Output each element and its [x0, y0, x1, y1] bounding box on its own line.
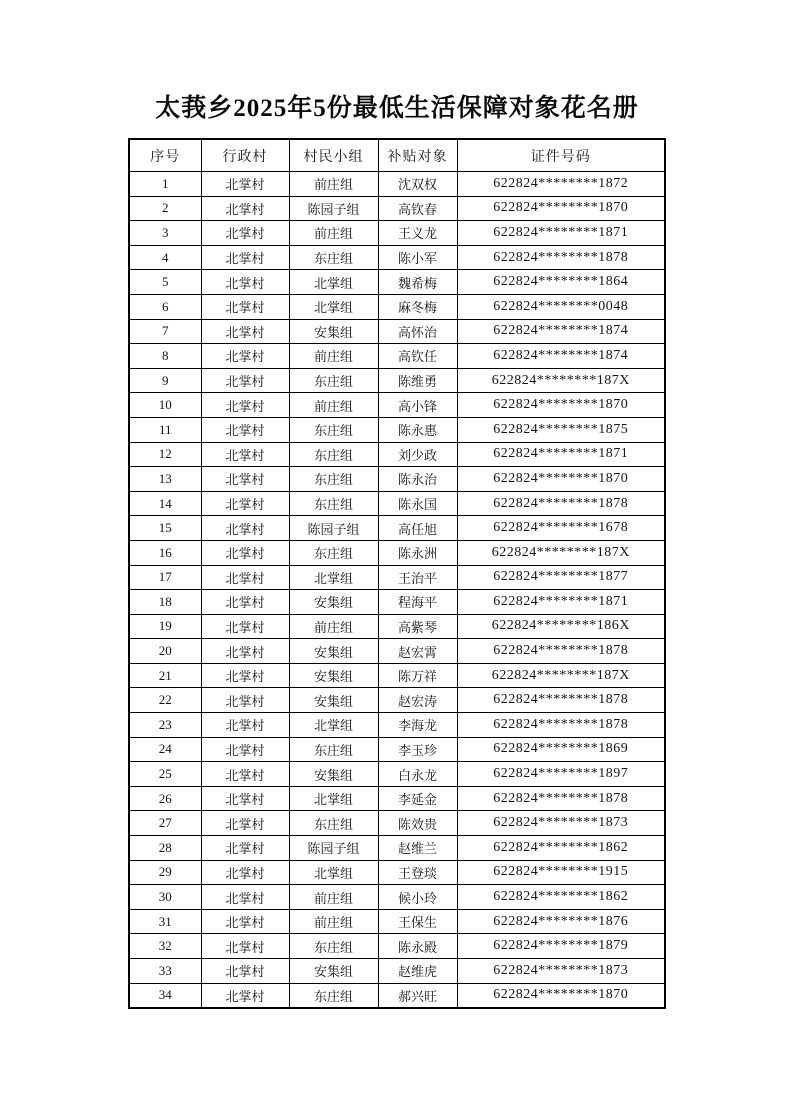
cell-id-number: 622824********187X [457, 540, 665, 565]
cell-name: 高小锋 [378, 393, 457, 418]
table-row [129, 934, 665, 959]
cell-name: 李玉珍 [378, 737, 457, 762]
cell-id-number: 622824********1873 [457, 959, 665, 984]
cell-seq: 2 [129, 196, 201, 221]
cell-id-number: 622824********1870 [457, 196, 665, 221]
cell-name: 高紫琴 [378, 614, 457, 639]
cell-group: 前庄组 [289, 885, 378, 910]
cell-seq: 31 [129, 909, 201, 934]
cell-name: 麻冬梅 [378, 294, 457, 319]
cell-id-number: 622824********1873 [457, 811, 665, 836]
cell-village: 北掌村 [201, 909, 289, 934]
cell-village: 北掌村 [201, 614, 289, 639]
cell-name: 王保生 [378, 909, 457, 934]
cell-village: 北掌村 [201, 368, 289, 393]
cell-village: 北掌村 [201, 590, 289, 615]
cell-id-number: 622824********1862 [457, 885, 665, 910]
cell-seq: 30 [129, 885, 201, 910]
cell-id-number: 622824********1872 [457, 172, 665, 197]
cell-group: 前庄组 [289, 221, 378, 246]
table-row [129, 344, 665, 369]
cell-group: 北掌组 [289, 565, 378, 590]
table-row [129, 319, 665, 344]
cell-seq: 1 [129, 172, 201, 197]
cell-name: 陈永洲 [378, 540, 457, 565]
cell-name: 程海平 [378, 590, 457, 615]
cell-village: 北掌村 [201, 959, 289, 984]
cell-seq: 4 [129, 245, 201, 270]
table-row [129, 959, 665, 984]
cell-group: 前庄组 [289, 393, 378, 418]
cell-id-number: 622824********187X [457, 368, 665, 393]
cell-seq: 13 [129, 467, 201, 492]
cell-name: 高怀治 [378, 319, 457, 344]
cell-id-number: 622824********1897 [457, 762, 665, 787]
cell-seq: 23 [129, 713, 201, 738]
cell-seq: 27 [129, 811, 201, 836]
table-row [129, 762, 665, 787]
cell-id-number: 622824********186X [457, 614, 665, 639]
cell-village: 北掌村 [201, 565, 289, 590]
cell-group: 东庄组 [289, 467, 378, 492]
cell-group: 北掌组 [289, 860, 378, 885]
cell-village: 北掌村 [201, 172, 289, 197]
cell-group: 前庄组 [289, 172, 378, 197]
cell-id-number: 622824********1862 [457, 836, 665, 861]
cell-village: 北掌村 [201, 639, 289, 664]
cell-seq: 3 [129, 221, 201, 246]
cell-name: 刘少政 [378, 442, 457, 467]
table-row [129, 491, 665, 516]
cell-id-number: 622824********1878 [457, 786, 665, 811]
table-row [129, 442, 665, 467]
cell-id-number: 622824********0048 [457, 294, 665, 319]
column-header-village: 行政村 [201, 139, 289, 172]
cell-id-number: 622824********1869 [457, 737, 665, 762]
table-row [129, 909, 665, 934]
cell-village: 北掌村 [201, 836, 289, 861]
cell-village: 北掌村 [201, 344, 289, 369]
table-row [129, 663, 665, 688]
cell-name: 陈永治 [378, 467, 457, 492]
table-row [129, 860, 665, 885]
cell-seq: 26 [129, 786, 201, 811]
cell-group: 前庄组 [289, 614, 378, 639]
table-row [129, 417, 665, 442]
cell-id-number: 622824********1870 [457, 393, 665, 418]
cell-id-number: 622824********1878 [457, 639, 665, 664]
cell-name: 白永龙 [378, 762, 457, 787]
cell-group: 东庄组 [289, 983, 378, 1008]
cell-id-number: 622824********1878 [457, 713, 665, 738]
table-row [129, 639, 665, 664]
cell-id-number: 622824********1874 [457, 344, 665, 369]
cell-group: 安集组 [289, 319, 378, 344]
cell-id-number: 622824********1875 [457, 417, 665, 442]
cell-seq: 25 [129, 762, 201, 787]
cell-seq: 14 [129, 491, 201, 516]
cell-village: 北掌村 [201, 688, 289, 713]
cell-group: 陈园子组 [289, 836, 378, 861]
cell-name: 赵维兰 [378, 836, 457, 861]
cell-village: 北掌村 [201, 516, 289, 541]
cell-group: 东庄组 [289, 811, 378, 836]
cell-group: 东庄组 [289, 417, 378, 442]
cell-seq: 18 [129, 590, 201, 615]
cell-seq: 15 [129, 516, 201, 541]
cell-name: 赵宏涛 [378, 688, 457, 713]
cell-village: 北掌村 [201, 713, 289, 738]
column-header-group: 村民小组 [289, 139, 378, 172]
cell-name: 王义龙 [378, 221, 457, 246]
cell-name: 李延金 [378, 786, 457, 811]
cell-name: 高钦任 [378, 344, 457, 369]
cell-name: 高钦春 [378, 196, 457, 221]
cell-seq: 10 [129, 393, 201, 418]
table-row [129, 368, 665, 393]
column-header-seq: 序号 [129, 139, 201, 172]
cell-village: 北掌村 [201, 417, 289, 442]
cell-id-number: 622824********1678 [457, 516, 665, 541]
cell-seq: 29 [129, 860, 201, 885]
cell-seq: 17 [129, 565, 201, 590]
cell-seq: 5 [129, 270, 201, 295]
column-header-name: 补贴对象 [378, 139, 457, 172]
cell-village: 北掌村 [201, 540, 289, 565]
cell-group: 北掌组 [289, 294, 378, 319]
table-row [129, 516, 665, 541]
cell-village: 北掌村 [201, 196, 289, 221]
cell-seq: 20 [129, 639, 201, 664]
table-row [129, 245, 665, 270]
cell-name: 王登琰 [378, 860, 457, 885]
cell-village: 北掌村 [201, 885, 289, 910]
table-row [129, 713, 665, 738]
cell-id-number: 622824********1871 [457, 590, 665, 615]
table-row [129, 565, 665, 590]
cell-group: 北掌组 [289, 786, 378, 811]
cell-village: 北掌村 [201, 811, 289, 836]
roster-table [128, 138, 666, 1009]
cell-name: 沈双权 [378, 172, 457, 197]
cell-id-number: 622824********1870 [457, 467, 665, 492]
column-header-id-number: 证件号码 [457, 139, 665, 172]
table-row [129, 467, 665, 492]
cell-seq: 11 [129, 417, 201, 442]
cell-seq: 34 [129, 983, 201, 1008]
cell-seq: 19 [129, 614, 201, 639]
cell-group: 东庄组 [289, 934, 378, 959]
cell-name: 赵宏霄 [378, 639, 457, 664]
cell-village: 北掌村 [201, 934, 289, 959]
table-row [129, 270, 665, 295]
cell-village: 北掌村 [201, 983, 289, 1008]
cell-group: 安集组 [289, 688, 378, 713]
table-row [129, 836, 665, 861]
cell-group: 东庄组 [289, 737, 378, 762]
cell-name: 高任旭 [378, 516, 457, 541]
table-row [129, 885, 665, 910]
cell-group: 东庄组 [289, 245, 378, 270]
cell-seq: 7 [129, 319, 201, 344]
cell-id-number: 622824********1874 [457, 319, 665, 344]
cell-seq: 9 [129, 368, 201, 393]
cell-group: 陈园子组 [289, 196, 378, 221]
cell-name: 李海龙 [378, 713, 457, 738]
cell-village: 北掌村 [201, 491, 289, 516]
table-row [129, 811, 665, 836]
cell-id-number: 622824********1871 [457, 442, 665, 467]
cell-name: 陈小军 [378, 245, 457, 270]
cell-group: 东庄组 [289, 442, 378, 467]
cell-id-number: 622824********1876 [457, 909, 665, 934]
cell-name: 陈永殿 [378, 934, 457, 959]
cell-village: 北掌村 [201, 860, 289, 885]
cell-name: 赵维虎 [378, 959, 457, 984]
cell-name: 候小玲 [378, 885, 457, 910]
table-row [129, 196, 665, 221]
cell-group: 东庄组 [289, 491, 378, 516]
cell-name: 陈万祥 [378, 663, 457, 688]
table-row [129, 590, 665, 615]
cell-village: 北掌村 [201, 294, 289, 319]
cell-name: 陈永国 [378, 491, 457, 516]
cell-group: 安集组 [289, 639, 378, 664]
cell-group: 前庄组 [289, 344, 378, 369]
cell-name: 王治平 [378, 565, 457, 590]
table-row [129, 221, 665, 246]
cell-id-number: 622824********1870 [457, 983, 665, 1008]
cell-group: 安集组 [289, 762, 378, 787]
cell-village: 北掌村 [201, 762, 289, 787]
cell-id-number: 622824********187X [457, 663, 665, 688]
cell-id-number: 622824********1878 [457, 491, 665, 516]
cell-village: 北掌村 [201, 270, 289, 295]
cell-seq: 22 [129, 688, 201, 713]
cell-seq: 28 [129, 836, 201, 861]
cell-seq: 12 [129, 442, 201, 467]
cell-seq: 24 [129, 737, 201, 762]
cell-village: 北掌村 [201, 442, 289, 467]
document-title: 太莪乡2025年5份最低生活保障对象花名册 [155, 95, 639, 122]
table-row [129, 983, 665, 1008]
cell-seq: 32 [129, 934, 201, 959]
cell-group: 安集组 [289, 959, 378, 984]
cell-id-number: 622824********1915 [457, 860, 665, 885]
table-row [129, 172, 665, 197]
table-row [129, 540, 665, 565]
cell-seq: 33 [129, 959, 201, 984]
table-row [129, 614, 665, 639]
cell-id-number: 622824********1877 [457, 565, 665, 590]
cell-id-number: 622824********1878 [457, 688, 665, 713]
header-row [129, 139, 665, 172]
table-row [129, 294, 665, 319]
cell-seq: 21 [129, 663, 201, 688]
cell-seq: 6 [129, 294, 201, 319]
table-row [129, 786, 665, 811]
table-row [129, 393, 665, 418]
cell-group: 北掌组 [289, 713, 378, 738]
cell-village: 北掌村 [201, 663, 289, 688]
cell-group: 东庄组 [289, 540, 378, 565]
cell-village: 北掌村 [201, 786, 289, 811]
cell-name: 郝兴旺 [378, 983, 457, 1008]
cell-id-number: 622824********1864 [457, 270, 665, 295]
cell-village: 北掌村 [201, 393, 289, 418]
table-row [129, 688, 665, 713]
cell-name: 魏希梅 [378, 270, 457, 295]
cell-village: 北掌村 [201, 221, 289, 246]
cell-name: 陈效贵 [378, 811, 457, 836]
cell-village: 北掌村 [201, 319, 289, 344]
cell-group: 陈园子组 [289, 516, 378, 541]
cell-group: 安集组 [289, 590, 378, 615]
cell-id-number: 622824********1878 [457, 245, 665, 270]
cell-name: 陈永惠 [378, 417, 457, 442]
cell-seq: 16 [129, 540, 201, 565]
cell-village: 北掌村 [201, 467, 289, 492]
cell-name: 陈维勇 [378, 368, 457, 393]
cell-id-number: 622824********1871 [457, 221, 665, 246]
cell-group: 北掌组 [289, 270, 378, 295]
cell-group: 东庄组 [289, 368, 378, 393]
cell-village: 北掌村 [201, 737, 289, 762]
table-row [129, 737, 665, 762]
cell-id-number: 622824********1879 [457, 934, 665, 959]
cell-group: 前庄组 [289, 909, 378, 934]
cell-group: 安集组 [289, 663, 378, 688]
cell-seq: 8 [129, 344, 201, 369]
cell-village: 北掌村 [201, 245, 289, 270]
